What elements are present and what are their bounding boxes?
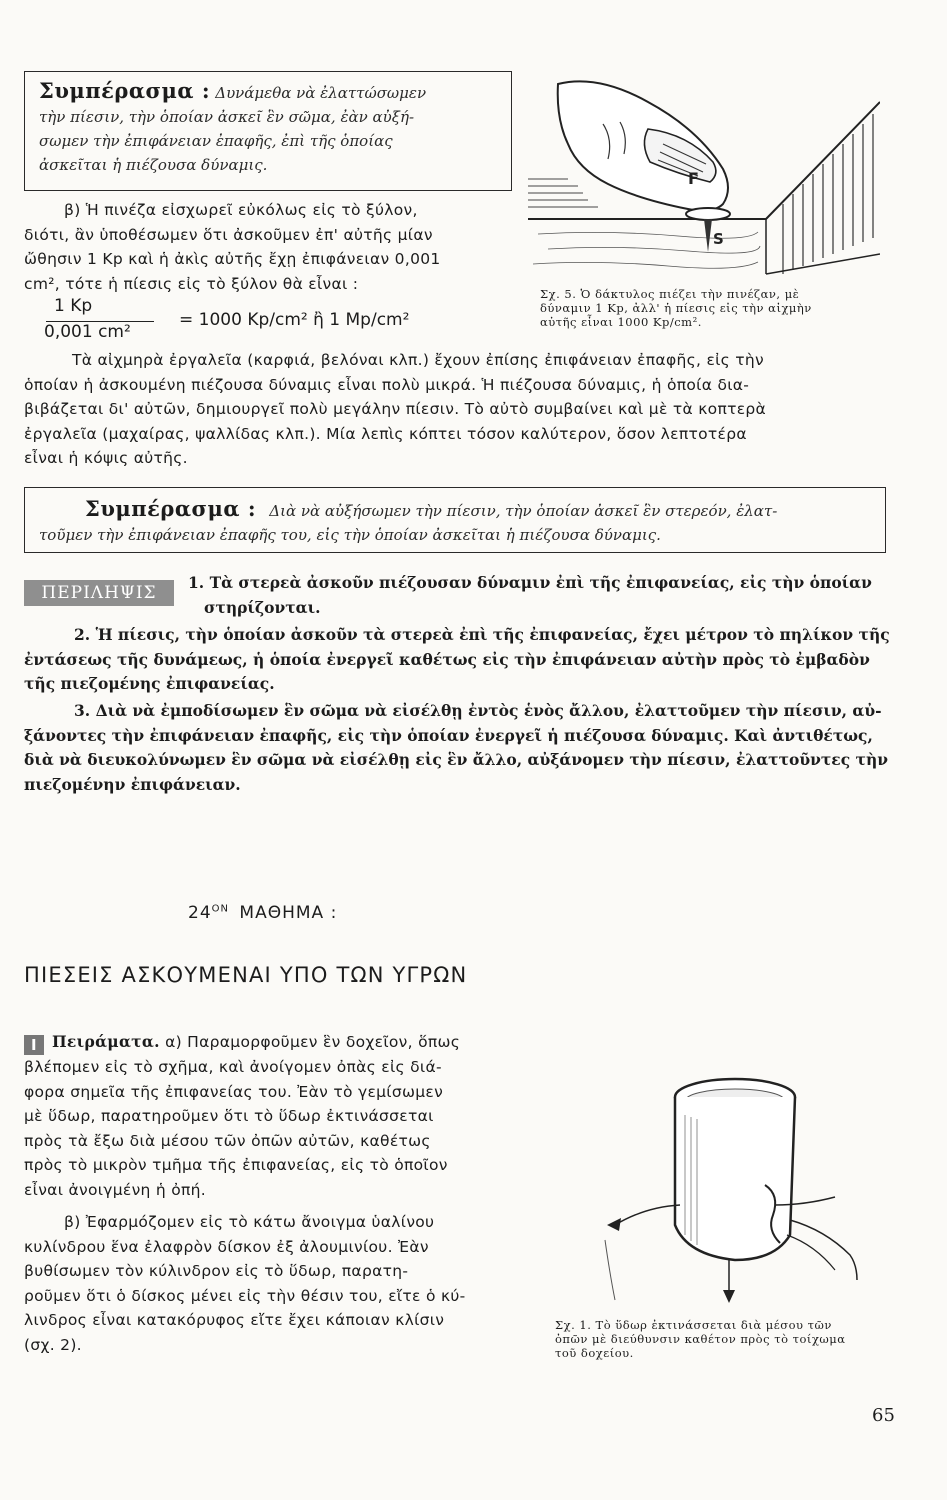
paragraph-b — [24, 198, 514, 296]
text-line: διὰ νὰ διευκολύνωμεν ἓν σῶμα νὰ εἰσέλθῃ εἰς ἓν ἄλλο, αὐξάνομεν τὴν πίεσιν, ἐλαττοῦντες τὴν — [24, 750, 889, 769]
text-line: εἶναι ἀνοιγμένη ἡ ὀπή. — [24, 1180, 207, 1199]
text-line: 1. Τὰ στερεὰ ἀσκοῦν πιέζουσαν δύναμιν ἐπὶ τῆς ἐπιφανείας, εἰς τὴν ὁποίαν — [188, 573, 872, 592]
text-line: κυλίνδρου ἕνα ἐλαφρὸν δίσκον ἐξ ἀλουμινίου. Ἐὰν — [24, 1237, 429, 1256]
text-line: ὤθησιν 1 Kp καὶ ἡ ἀκὶς αὐτῆς ἔχῃ ἐπιφάνειαν 0,001 — [24, 250, 441, 268]
caption-line: αὐτῆς εἶναι 1000 Kp/cm². — [540, 315, 702, 329]
conclusion-title: Συμπέρασμα : — [39, 78, 211, 103]
text-line: πρὸς τὰ ἔξω διὰ μέσου τῶν ὀπῶν αὐτῶν, καθέτως — [24, 1131, 431, 1150]
conclusion-box-2 — [24, 487, 886, 553]
paragraph-sharp-tools — [24, 348, 886, 471]
text-line: 3. Διὰ νὰ ἐμποδίσωμεν ἓν σῶμα νὰ εἰσέλθῃ ἐντὸς ἑνὸς ἄλλου, ἐλαττοῦμεν τὴν πίεσιν, αὐ- — [74, 701, 882, 720]
text-span: α) Παραμορφοῦμεν ἓν δοχεῖον, ὅπως — [165, 1033, 461, 1051]
text-line: βυθίσωμεν τὸν κύλινδρον εἰς τὸ ὕδωρ, παρατη- — [24, 1262, 409, 1280]
surface-label: S — [713, 230, 724, 248]
text-line: β) Ἡ πινέζα εἰσχωρεῖ εὐκόλως εἰς τὸ ξύλον, — [64, 201, 418, 219]
experiments-section — [24, 1030, 522, 1357]
conclusion-text: Δυνάμεθα νὰ ἐλαττώσωμεν — [215, 84, 427, 102]
summary-item-1 — [188, 571, 886, 620]
conclusion-text: σωμεν τὴν ἐπιφάνειαν ἐπαφῆς, ἐπὶ τῆς ὁποίας — [39, 132, 393, 150]
conclusion-text: τοῦμεν τὴν ἐπιφάνειαν ἐπαφῆς του, εἰς τὴν ὁποίαν ἀσκεῖται ἡ πιέζουσα δύναμις. — [39, 526, 661, 544]
formula-denominator: 0,001 cm² — [44, 322, 131, 342]
caption-line: Σχ. 1. Τὸ ὕδωρ ἐκτινάσσεται διὰ μέσου τῶν — [555, 1318, 832, 1332]
text-line: ὁποίαν ἡ ἀσκουμένη πιέζουσα δύναμις εἶναι πολὺ μικρά. Ἡ πιέζουσα δύναμις, ἡ ὁποία δια- — [24, 375, 750, 394]
figure-1-caption — [555, 1318, 895, 1360]
text-line: ξάνοντες τὴν ἐπιφάνειαν ἐπαφῆς, εἰς τὴν ὁποίαν ἐνεργεῖ ἡ πιέζουσα δύναμις. Καὶ ἀντιθέτως, — [24, 725, 873, 745]
text-line: στηρίζονται. — [204, 597, 321, 617]
lesson-heading: ΠΙΕΣΕΙΣ ΑΣΚΟΥΜΕΝΑΙ ΥΠΟ ΤΩΝ ΥΓΡΩΝ — [24, 963, 468, 987]
text-line: Τὰ αἰχμηρὰ ἐργαλεῖα (καρφιά, βελόναι κλπ.) ἔχουν ἐπίσης ἐπιφάνειαν ἐπαφῆς, εἰς τὴν — [72, 351, 764, 369]
text-line: (σχ. 2). — [24, 1335, 82, 1354]
text-line: ἐντάσεως τῆς δυνάμεως, ἡ ὁποία ἐνεργεῖ καθέτως εἰς τὴν ἐπιφάνειαν αὐτὴν πρὸς τὸ ἐμβαδὸν — [24, 649, 870, 669]
lesson-number: 24 — [188, 903, 212, 923]
lesson-label — [188, 903, 337, 923]
formula — [24, 296, 524, 346]
figure-5 — [528, 74, 880, 288]
text-line: βλέπομεν εἰς τὸ σχῆμα, καὶ ἀνοίγομεν ὀπὰς εἰς διά- — [24, 1058, 442, 1076]
section-marker: I — [24, 1035, 44, 1055]
text-line: πρὸς τὸ μικρὸν τμῆμα τῆς ἐπιφανείας, εἰς τὸ ὁποῖον — [24, 1156, 448, 1174]
text-line: τῆς πιεζομένης ἐπιφανείας. — [24, 674, 275, 693]
text-line: πιεζομένην ἐπιφάνειαν. — [24, 774, 241, 794]
caption-line: δύναμιν 1 Kp, ἀλλ' ἡ πίεσις εἰς τὴν αἰχμὴν — [540, 301, 812, 315]
text-line: εἶναι ἡ κόψις αὐτῆς. — [24, 449, 188, 467]
lesson-superscript: ΟΝ — [211, 903, 229, 915]
text-line: ἐργαλεῖα (μαχαίρας, ψαλλίδας κλπ.). Μία λεπὶς κόπτει τόσον καλύτερον, ὅσον λεπτοτέρα — [24, 424, 747, 443]
figure-5-caption — [540, 287, 880, 329]
experiments-title: Πειράματα. — [52, 1032, 160, 1051]
text-line: cm², τότε ἡ πίεσις εἰς τὸ ξύλον θὰ εἶναι : — [24, 274, 359, 293]
force-label: F — [688, 169, 699, 188]
conclusion-text: Διὰ νὰ αὐξήσωμεν τὴν πίεσιν, τὴν ὁποίαν ἀσκεῖ ἓν στερεόν, ἐλατ- — [269, 502, 778, 520]
conclusion-title: Συμπέρασμα : — [85, 496, 257, 521]
text-line: ροῦμεν ὅτι ὁ δίσκος μένει εἰς τὴν θέσιν του, εἴτε ὁ κύ- — [24, 1286, 466, 1305]
text-line: λινδρος εἶναι κατακόρυφος εἴτε ἔχει κάποιαν κλίσιν — [24, 1311, 445, 1329]
text-line — [24, 1030, 522, 1055]
text-line: 2. Ἡ πίεσις, τὴν ὁποίαν ἀσκοῦν τὰ στερεὰ ἐπὶ τῆς ἐπιφανείας, ἔχει μέτρον τὸ πηλίκον τῆς — [74, 625, 890, 644]
figure-1 — [595, 1065, 885, 1305]
conclusion-text: ἀσκεῖται ἡ πιέζουσα δύναμις. — [39, 156, 268, 174]
summary-badge: ΠΕΡΙΛΗΨΙΣ — [24, 580, 174, 606]
vessel-illustration — [595, 1065, 885, 1305]
text-line: φορα σημεῖα τῆς ἐπιφανείας του. Ἐὰν τὸ γεμίσωμεν — [24, 1082, 444, 1101]
caption-line: ὀπῶν μὲ διεύθυνσιν καθέτον πρὸς τὸ τοίχωμα — [555, 1332, 846, 1346]
page-number: 65 — [872, 1405, 895, 1426]
lesson-word: ΜΑΘΗΜΑ : — [239, 903, 338, 923]
formula-numerator: 1 Kp — [54, 296, 93, 316]
text-line: βιβάζεται δι' αὐτῶν, δημιουργεῖ πολὺ μεγάλην πίεσιν. Τὸ αὐτὸ συμβαίνει καὶ μὲ τὰ κοπτερὰ — [24, 400, 767, 418]
conclusion-text: τὴν πίεσιν, τὴν ὁποίαν ἀσκεῖ ἓν σῶμα, ἐὰν αὐξή- — [39, 108, 415, 126]
summary-item-3 — [24, 699, 889, 797]
text-line: διότι, ἂν ὑποθέσωμεν ὅτι ἀσκοῦμεν ἐπ' αὐτῆς μίαν — [24, 225, 433, 244]
formula-result: = 1000 Kp/cm² ἢ 1 Mp/cm² — [179, 310, 410, 330]
conclusion-box-1 — [24, 71, 512, 191]
thumb-pin-illustration — [528, 74, 880, 288]
caption-line: Σχ. 5. Ὁ δάκτυλος πιέζει τὴν πινέζαν, μὲ — [540, 287, 800, 301]
text-line: μὲ ὕδωρ, παρατηροῦμεν ὅτι τὸ ὕδωρ ἐκτινάσσεται — [24, 1107, 434, 1125]
caption-line: τοῦ δοχείου. — [555, 1346, 634, 1360]
text-line: β) Ἐφαρμόζομεν εἰς τὸ κάτω ἄνοιγμα ὑαλίνου — [64, 1213, 435, 1231]
summary-item-2 — [24, 623, 890, 697]
